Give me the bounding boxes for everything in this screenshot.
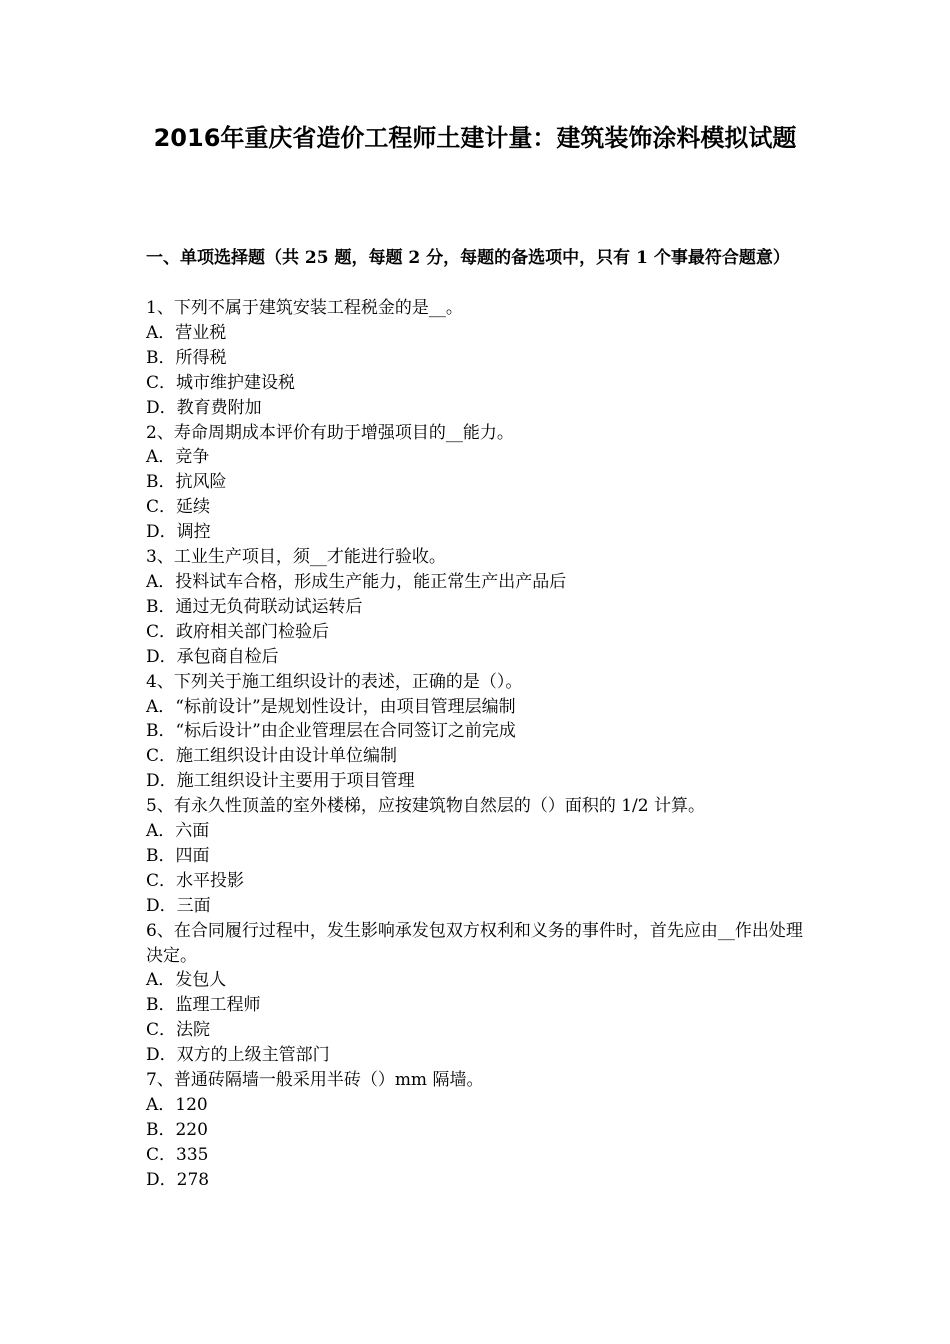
- question-stem: 7、普通砖隔墙一般采用半砖（）mm 隔墙。: [146, 1070, 484, 1091]
- option-c: C．城市维护建设税: [146, 372, 296, 393]
- option-d: D．承包商自检后: [146, 646, 279, 667]
- option-d: D．教育费附加: [146, 397, 262, 418]
- question-stem: 3、工业生产项目，须__才能进行验收。: [146, 547, 446, 568]
- option-d: D．调控: [146, 522, 211, 543]
- question-6: [146, 919, 810, 1068]
- option-b: B．“标后设计”由企业管理层在合同签订之前完成: [146, 721, 516, 742]
- option-b: B．220: [146, 1119, 208, 1140]
- question-5: [146, 794, 810, 919]
- option-b: B．四面: [146, 845, 210, 866]
- question-1: [146, 296, 810, 421]
- option-a: A．“标前设计”是规划性设计，由项目管理层编制: [146, 696, 516, 717]
- option-c: C．政府相关部门检验后: [146, 621, 330, 642]
- option-d: D．施工组织设计主要用于项目管理: [146, 771, 415, 792]
- option-d: D．三面: [146, 895, 211, 916]
- option-c: C．法院: [146, 1020, 211, 1041]
- question-stem: 1、下列不属于建筑安装工程税金的是__。: [146, 298, 463, 318]
- option-b: B．通过无负荷联动试运转后: [146, 596, 363, 617]
- question-stem: 4、下列关于施工组织设计的表述，正确的是（）。: [146, 671, 523, 692]
- question-stem: 2、寿命周期成本评价有助于增强项目的__能力。: [146, 422, 514, 443]
- option-c: C．335: [146, 1144, 209, 1165]
- option-a: A．120: [146, 1095, 208, 1115]
- question-7: [146, 1068, 810, 1193]
- question-3: [146, 545, 810, 670]
- option-b: B．所得税: [146, 347, 227, 368]
- question-list: [146, 296, 810, 1193]
- question-stem: 6、在合同履行过程中，发生影响承发包双方权利和义务的事件时，首先应由__作出处理决定。: [146, 920, 803, 966]
- option-c: C．延续: [146, 497, 211, 518]
- option-d: D．双方的上级主管部门: [146, 1045, 330, 1066]
- option-a: A．投料试车合格，形成生产能力，能正常生产出产品后: [146, 571, 567, 592]
- option-d: D．278: [146, 1169, 210, 1190]
- option-a: A．竞争: [146, 447, 210, 468]
- option-a: A．发包人: [146, 970, 227, 991]
- option-b: B．监理工程师: [146, 995, 261, 1016]
- question-stem: 5、有永久性顶盖的室外楼梯，应按建筑物自然层的（）面积的 1/2 计算。: [146, 796, 705, 817]
- document-title: 2016年重庆省造价工程师土建计量：建筑装饰涂料模拟试题: [153, 124, 797, 152]
- option-a: A．六面: [146, 821, 210, 842]
- option-c: C．施工组织设计由设计单位编制: [146, 746, 398, 767]
- question-4: [146, 670, 810, 795]
- option-b: B．抗风险: [146, 472, 227, 493]
- question-2: [146, 421, 810, 546]
- section-heading: 一、单项选择题（共 25 题，每题 2 分，每题的备选项中，只有 1 个事最符合题意）: [146, 248, 790, 268]
- option-a: A．营业税: [146, 322, 227, 343]
- option-c: C．水平投影: [146, 870, 245, 891]
